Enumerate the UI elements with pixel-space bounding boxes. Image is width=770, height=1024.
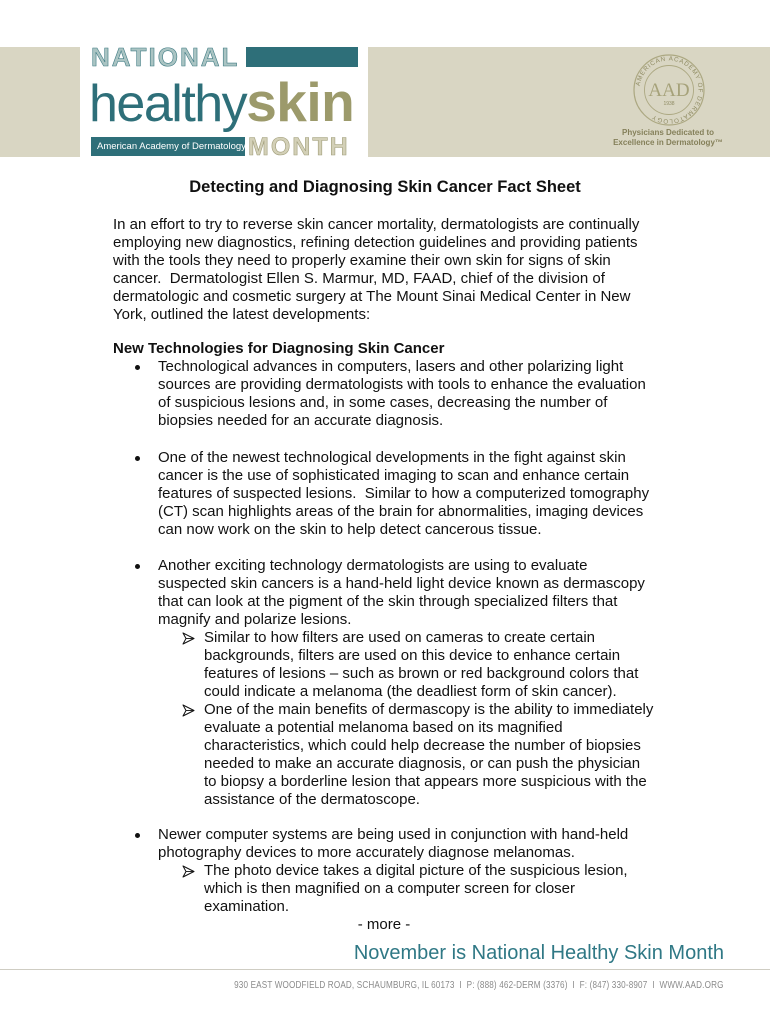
text-line: biopsies needed for an accurate diagnosis. bbox=[158, 412, 444, 429]
arrow-bullet-icon bbox=[182, 704, 195, 717]
text-line: assistance of the dermatoscope. bbox=[204, 791, 420, 808]
healthy-skin-month-logo bbox=[80, 42, 368, 161]
text-line: Newer computer systems are being used in conjunction with hand-held bbox=[158, 826, 629, 843]
sub-bullet-item bbox=[204, 629, 638, 701]
text-line: sources are providing dermatologists with tools to enhance the evaluation bbox=[158, 376, 646, 393]
text-line: York, outlined the latest developments: bbox=[113, 306, 371, 323]
logo-healthy-text: healthy bbox=[89, 75, 247, 133]
text-line: cancer. Dermatologist Ellen S. Marmur, MD, FAAD, chief of the division of bbox=[113, 270, 605, 287]
seal-ring-text: AMERICAN ACADEMY OF DERMATOLOGY bbox=[634, 55, 704, 125]
bullet-item bbox=[158, 826, 628, 862]
text-line: Technological advances in computers, lasers and other polarizing light bbox=[158, 358, 624, 375]
sub-bullet-item bbox=[204, 862, 628, 916]
page-title: Detecting and Diagnosing Skin Cancer Fact Sheet bbox=[189, 178, 581, 196]
text-line: employing new diagnostics, refining detection guidelines and providing patients bbox=[113, 234, 638, 251]
logo-month-text: MONTH bbox=[248, 133, 350, 161]
seal-year: 1938 bbox=[663, 101, 675, 107]
text-line: One of the main benefits of dermascopy is the ability to immediately bbox=[204, 701, 654, 718]
text-line: features of suspected lesions. Similar to how a computerized tomography bbox=[158, 485, 650, 502]
bullet-icon bbox=[135, 365, 140, 370]
logo-skin-text: skin bbox=[246, 71, 355, 133]
bullet-item bbox=[158, 557, 645, 629]
text-line: examination. bbox=[204, 898, 290, 915]
text-line: In an effort to try to reverse skin cancer mortality, dermatologists are continually bbox=[113, 216, 640, 233]
bullet-icon bbox=[135, 564, 140, 569]
bullet-item bbox=[158, 358, 646, 430]
logo-top-bar bbox=[246, 47, 358, 67]
text-line: (CT) scan highlights areas of the brain for abnormalities, imaging devices bbox=[158, 503, 644, 520]
text-line: One of the newest technological developments in the fight against skin bbox=[158, 449, 626, 466]
text-line: characteristics, which could help decrease the number of biopsies bbox=[204, 737, 641, 754]
text-line: dermatologic and cosmetic surgery at The Mount Sinai Medical Center in New bbox=[113, 288, 631, 305]
bullet-item bbox=[158, 449, 649, 539]
text-line: magnify and polarize lesions. bbox=[158, 611, 352, 628]
logo-national-text: NATIONAL bbox=[91, 42, 240, 72]
text-line: could indicate a melanoma (the deadliest form of skin cancer). bbox=[204, 683, 617, 700]
seal-tagline-1: Physicians Dedicated to bbox=[621, 128, 715, 137]
footer-banner: November is National Healthy Skin Month bbox=[353, 942, 724, 964]
text-line: Another exciting technology dermatologists are using to evaluate bbox=[158, 557, 588, 574]
section-heading: New Technologies for Diagnosing Skin Cancer bbox=[113, 340, 445, 357]
text-line: Similar to how filters are used on cameras to create certain bbox=[204, 629, 596, 646]
seal-tagline-2: Excellence in Dermatology™ bbox=[613, 138, 723, 147]
text-line: needed to make an accurate diagnosis, or can push the physician bbox=[204, 755, 641, 772]
text-line: evaluate a potential melanoma based on its magnified bbox=[204, 719, 563, 736]
text-line: features of lesions – such as brown or red background colors that bbox=[204, 665, 639, 682]
text-line: that can look at the pigment of the skin through specialized filters that bbox=[158, 593, 618, 610]
aad-seal-icon bbox=[632, 53, 706, 127]
intro-paragraph bbox=[113, 216, 639, 324]
text-line: which is then magnified on a computer screen for closer bbox=[204, 880, 576, 897]
footer-address: 930 EAST WOODFIELD ROAD, SCHAUMBURG, IL 60173 I P: (888) 462-DERM (3376) I F: (847) 330-8907 I WWW.AAD.ORG bbox=[234, 979, 724, 991]
more-indicator: - more - bbox=[357, 916, 411, 933]
logo-org-bar: American Academy of Dermatology bbox=[91, 137, 245, 156]
text-line: photography devices to more accurately diagnose melanomas. bbox=[158, 844, 575, 861]
bullet-icon bbox=[135, 456, 140, 461]
text-line: cancer is the use of sophisticated imaging to scan and enhance certain bbox=[158, 467, 630, 484]
text-line: with the tools they need to properly examine their own skin for signs of skin bbox=[113, 252, 611, 269]
sub-bullet-item bbox=[204, 701, 653, 809]
footer-divider bbox=[0, 969, 770, 970]
text-line: The photo device takes a digital picture of the suspicious lesion, bbox=[204, 862, 628, 879]
bullet-icon bbox=[135, 833, 140, 838]
arrow-bullet-icon bbox=[182, 632, 195, 645]
text-line: suspected skin cancers is a hand-held light device known as dermascopy bbox=[158, 575, 645, 592]
text-line: backgrounds, filters are used on this device to enhance certain bbox=[204, 647, 621, 664]
seal-abbr: AAD bbox=[648, 80, 690, 101]
text-line: to biopsy a borderline lesion that appears more suspicious with the bbox=[204, 773, 647, 790]
arrow-bullet-icon bbox=[182, 865, 195, 878]
text-line: can now work on the skin to help detect cancerous tissue. bbox=[158, 521, 542, 538]
text-line: of suspicious lesions and, in some cases, decreasing the number of bbox=[158, 394, 608, 411]
